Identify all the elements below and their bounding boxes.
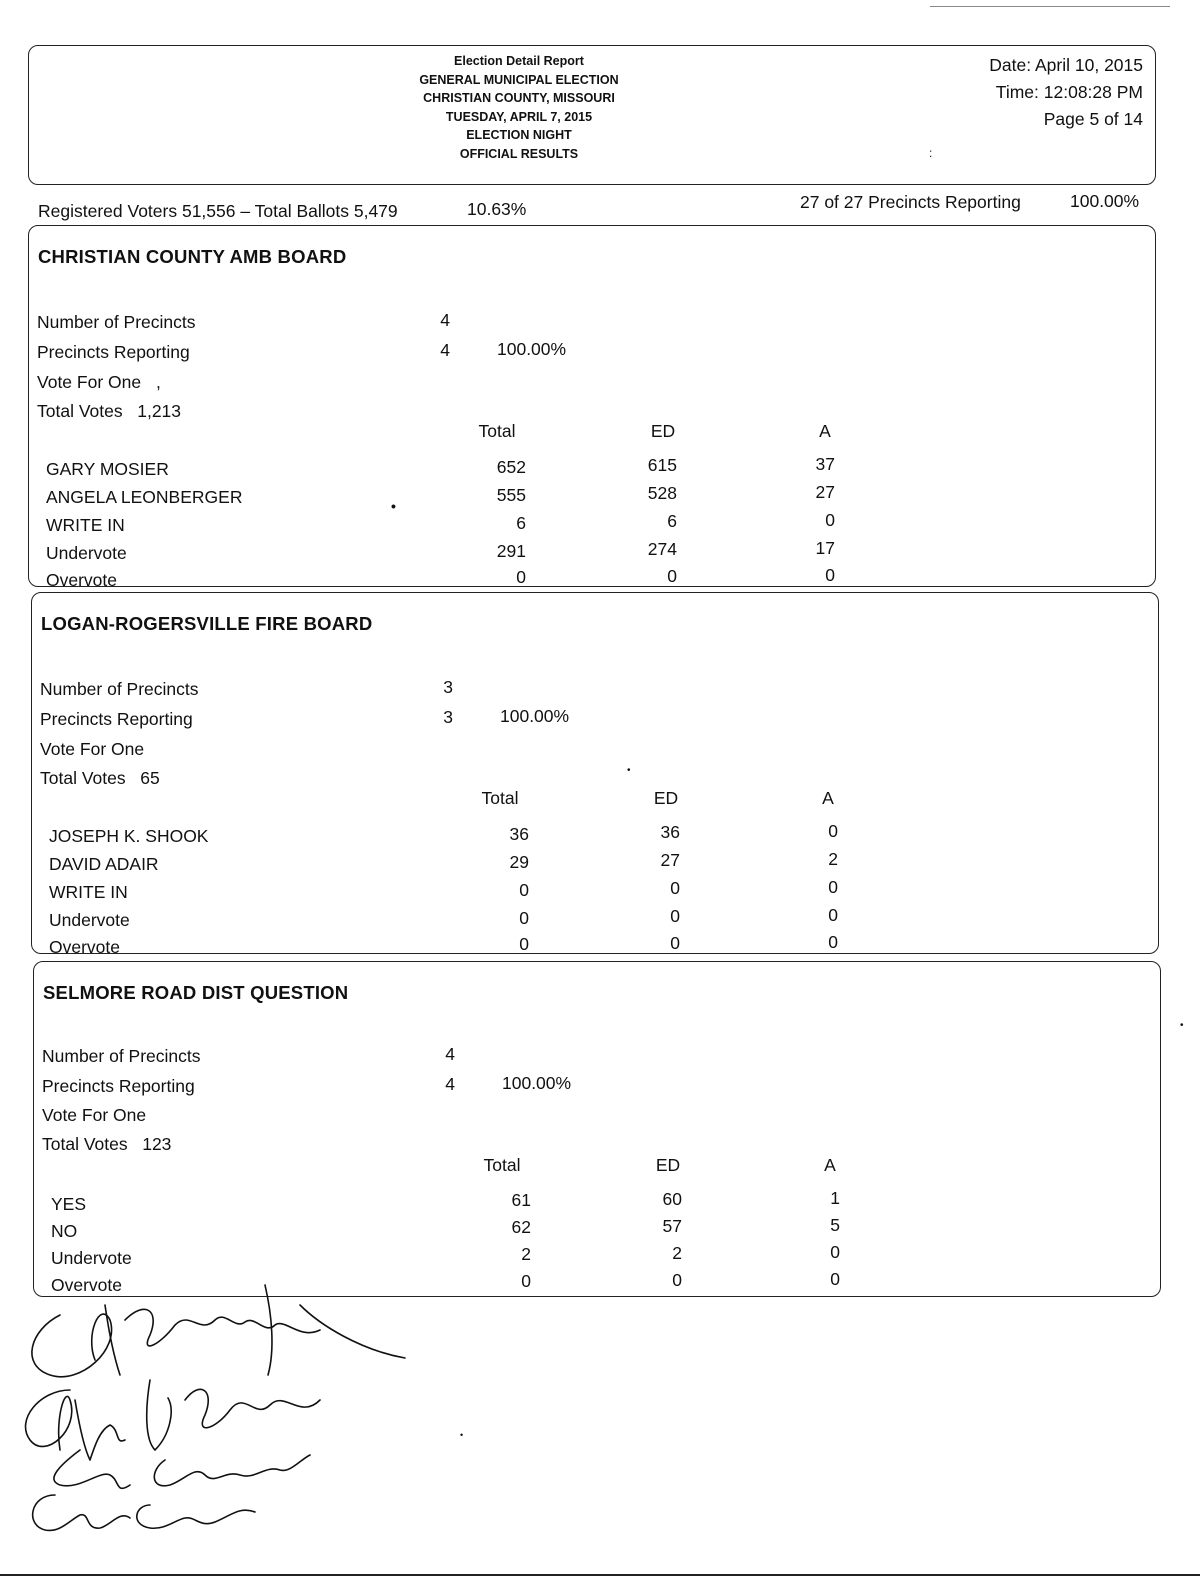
candidate-total: 6 [516, 513, 526, 533]
total-votes-line [42, 1134, 171, 1155]
total-votes-label: Total Votes [37, 401, 123, 421]
report-time: Time: 12:08:28 PM [995, 82, 1143, 102]
race-section [33, 961, 1161, 1297]
scan-speck: • [460, 1430, 464, 1440]
number-of-precincts-label: Number of Precincts [42, 1046, 201, 1066]
candidate-a: 17 [815, 538, 835, 558]
precincts-reporting-value: 3 [443, 707, 453, 727]
candidate-a: 0 [830, 1269, 840, 1289]
candidate-total: 555 [496, 485, 526, 505]
page-number: Page 5 of 14 [1043, 109, 1143, 129]
candidate-total: 0 [519, 934, 529, 954]
scan-speck: • [1180, 1020, 1184, 1031]
candidate-name: WRITE IN [49, 882, 128, 902]
voters-ballots: Registered Voters 51,556 – Total Ballots 5,479 [38, 201, 398, 221]
candidate-ed: 0 [670, 878, 680, 898]
county-name: CHRISTIAN COUNTY, MISSOURI [423, 91, 615, 105]
race-title: SELMORE ROAD DIST QUESTION [43, 982, 349, 1003]
total-votes-line [40, 768, 160, 789]
column-header-a: A [819, 421, 831, 441]
precincts-reporting-label: Precincts Reporting [37, 342, 190, 362]
candidate-ed: 6 [667, 511, 677, 531]
precincts-reporting-value: 4 [440, 340, 450, 360]
candidate-ed: 615 [647, 455, 677, 475]
report-title-block [359, 52, 679, 163]
reporting-percent: 100.00% [497, 339, 567, 359]
signature-stroke [154, 1455, 310, 1486]
candidate-ed: 0 [672, 1270, 682, 1290]
candidate-ed: 36 [660, 822, 680, 842]
candidate-name: Undervote [49, 910, 130, 930]
race-title: LOGAN-ROGERSVILLE FIRE BOARD [41, 613, 373, 634]
night-label: ELECTION NIGHT [466, 128, 572, 142]
candidate-name: WRITE IN [46, 515, 125, 535]
candidate-total: 291 [496, 541, 526, 561]
number-of-precincts-label: Number of Precincts [37, 312, 196, 332]
candidate-a: 1 [830, 1188, 840, 1208]
vote-for-label: Vote For One [42, 1105, 147, 1125]
reporting-percent: 100.00% [500, 706, 570, 726]
total-votes-label: Total Votes [40, 768, 126, 788]
precincts-reporting-label: Precincts Reporting [40, 709, 193, 729]
precincts-reporting-label: Precincts Reporting [42, 1076, 195, 1096]
candidate-a: 37 [815, 454, 835, 474]
vote-for-mark: , [155, 372, 161, 392]
candidate-ed: 0 [670, 906, 680, 926]
candidate-a: 2 [828, 849, 838, 869]
column-header-a: A [822, 788, 834, 808]
candidate-a: 0 [828, 905, 838, 925]
candidate-name: Undervote [46, 543, 127, 563]
precincts-reporting-percent: 100.00% [1070, 191, 1140, 211]
column-header-total: Total [478, 421, 516, 441]
candidate-ed: 57 [662, 1216, 682, 1236]
total-votes-label: Total Votes [42, 1134, 128, 1154]
total-votes-value: 123 [142, 1134, 172, 1154]
signature-stroke [125, 1309, 320, 1346]
candidate-a: 0 [830, 1242, 840, 1262]
signature-stroke [32, 1314, 112, 1377]
scan-speck: • [391, 498, 396, 514]
candidate-total: 0 [519, 880, 529, 900]
number-of-precincts-value: 4 [440, 310, 450, 330]
candidate-total: 62 [511, 1217, 531, 1237]
vote-for-label: Vote For One [40, 739, 145, 759]
total-votes-value: 65 [140, 768, 160, 788]
candidate-ed: 60 [662, 1189, 682, 1209]
column-header-ed: ED [653, 788, 679, 808]
signature-stroke [137, 1505, 255, 1528]
signature-stroke [265, 1285, 272, 1375]
candidate-ed: 2 [672, 1243, 682, 1263]
candidate-total: 36 [509, 824, 529, 844]
candidate-total: 61 [511, 1190, 531, 1210]
total-votes-value: 1,213 [137, 401, 182, 421]
candidate-a: 0 [828, 932, 838, 952]
candidate-name: ANGELA LEONBERGER [46, 487, 243, 507]
candidate-total: 652 [496, 457, 526, 477]
election-date: TUESDAY, APRIL 7, 2015 [445, 109, 593, 124]
signatures [0, 1280, 420, 1570]
candidate-name: GARY MOSIER [46, 459, 169, 479]
candidate-ed: 0 [667, 566, 677, 586]
report-meta [989, 52, 1143, 133]
candidate-name: JOSEPH K. SHOOK [49, 826, 209, 846]
reporting-percent: 100.00% [502, 1073, 572, 1093]
candidate-name: Undervote [51, 1248, 132, 1268]
candidate-name: Overvote [51, 1275, 122, 1295]
candidate-a: 5 [830, 1215, 840, 1235]
candidate-ed: 528 [647, 483, 677, 503]
top-scan-line [930, 6, 1170, 7]
bottom-scan-line [0, 1574, 1200, 1576]
candidate-a: 0 [828, 877, 838, 897]
candidate-name: NO [51, 1221, 78, 1241]
precincts-reporting-value: 4 [445, 1074, 455, 1094]
turnout-percent: 10.63% [467, 199, 527, 219]
candidate-name: Overvote [46, 570, 117, 590]
report-date: Date: April 10, 2015 [989, 55, 1143, 75]
scan-speck: • [627, 765, 631, 776]
number-of-precincts-label: Number of Precincts [40, 679, 199, 699]
vote-for-label [37, 372, 161, 393]
candidate-name: Overvote [49, 937, 120, 957]
precincts-reporting-summary: 27 of 27 Precincts Reporting [800, 192, 1021, 212]
race-section [28, 225, 1156, 590]
total-votes-line [37, 401, 181, 422]
signature-stroke [105, 1305, 120, 1375]
column-header-a: A [824, 1155, 836, 1175]
candidate-total: 0 [516, 567, 526, 587]
race-title: CHRISTIAN COUNTY AMB BOARD [38, 246, 347, 267]
candidate-a: 27 [815, 482, 835, 502]
candidate-total: 29 [509, 852, 529, 872]
candidate-total: 0 [519, 908, 529, 928]
candidate-name: YES [51, 1194, 87, 1214]
signature-stroke [33, 1495, 130, 1530]
column-header-ed: ED [655, 1155, 681, 1175]
candidate-ed: 27 [660, 850, 680, 870]
report-title: Election Detail Report [454, 54, 584, 68]
signature-stroke [185, 1389, 320, 1427]
election-name: GENERAL MUNICIPAL ELECTION [419, 72, 619, 87]
report-header [28, 45, 1156, 185]
signature-stroke [26, 1390, 72, 1450]
number-of-precincts-value: 4 [445, 1044, 455, 1064]
candidate-name: DAVID ADAIR [49, 854, 159, 874]
column-header-total: Total [481, 788, 519, 808]
candidate-a: 0 [825, 510, 835, 530]
candidate-total: 2 [521, 1244, 531, 1264]
number-of-precincts-value: 3 [443, 677, 453, 697]
candidate-a: 0 [828, 821, 838, 841]
results-label: OFFICIAL RESULTS [459, 146, 579, 161]
scan-speck: : [929, 146, 933, 160]
candidate-ed: 0 [670, 933, 680, 953]
candidate-a: 0 [825, 565, 835, 585]
signature-stroke [75, 1400, 125, 1460]
signature-stroke [147, 1380, 171, 1450]
column-header-ed: ED [650, 421, 676, 441]
candidate-ed: 274 [647, 539, 677, 559]
race-section [31, 592, 1159, 957]
candidate-total: 0 [521, 1271, 531, 1291]
column-header-total: Total [483, 1155, 521, 1175]
vote-for-text: Vote For One [37, 372, 142, 392]
